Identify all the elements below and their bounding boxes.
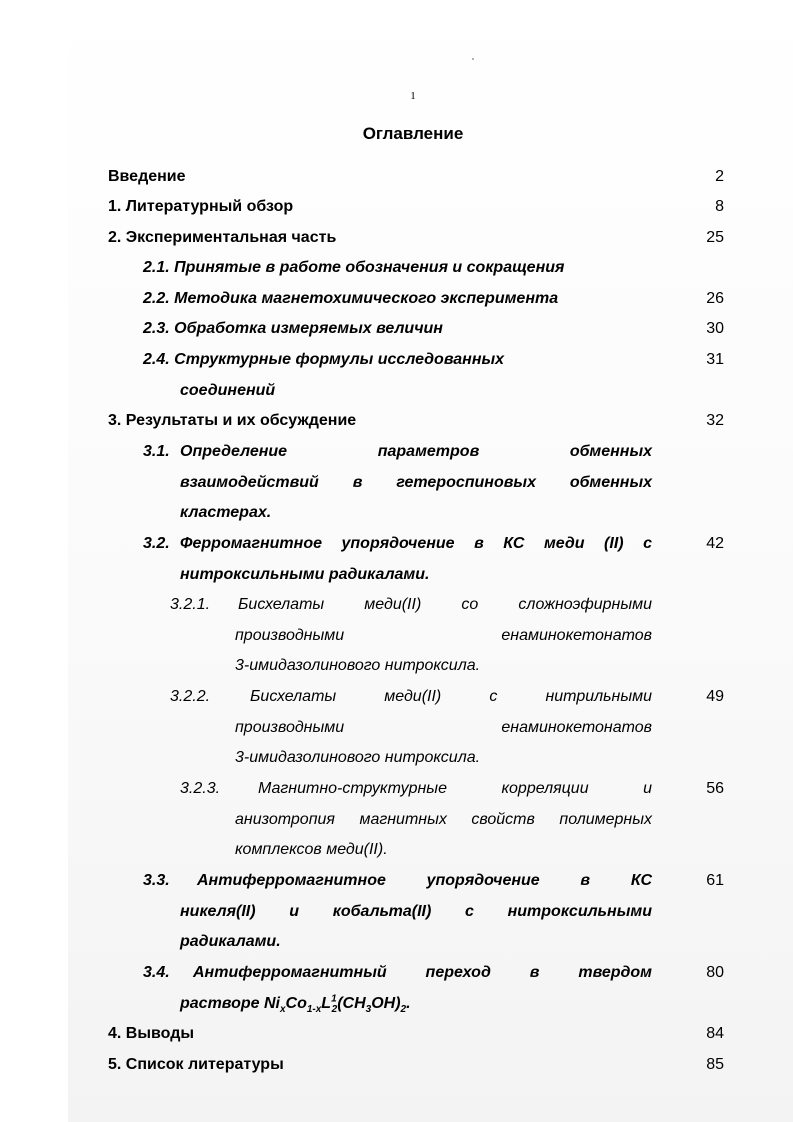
toc-page-3-3: 61 [706, 872, 724, 889]
toc-entry-2[interactable]: 2. Экспериментальная часть [108, 229, 337, 246]
toc-entry-2-3[interactable]: 2.3. Обработка измеряемых величин [143, 320, 443, 337]
toc-page-2: 25 [706, 229, 724, 246]
toc-page-2-3: 30 [706, 320, 724, 337]
toc-entry-2-1[interactable]: 2.1. Принятые в работе обозначения и сокращения [143, 259, 565, 276]
toc-entry-intro[interactable]: Введение [108, 168, 186, 185]
toc-page-2-4: 31 [706, 351, 724, 368]
toc-page-3-2-3: 56 [706, 780, 724, 797]
formula-line: раствоpе $Ni_xCo_{1-x}L^1_2(CH_3OH)_2$. [180, 993, 411, 1015]
toc-entry-2-4[interactable]: 2.4. Структурные формулы исследованных соединений [143, 351, 505, 399]
toc-entry-3-3[interactable]: 3.3. Антиферромагнитное упорядочение в КС никеля(II) и кобальта(II) с нитроксильными радикалами. [143, 872, 652, 950]
toc-entry-4[interactable]: 4. Выводы [108, 1025, 195, 1042]
toc-title: Оглавление [362, 124, 464, 143]
toc-page-1: 8 [715, 198, 724, 215]
toc-page-3-2-2: 49 [706, 688, 724, 705]
toc-entry-1[interactable]: 1. Литературный обзор [108, 198, 294, 215]
toc-entry-2-2[interactable]: 2.2. Методика магнетохимического эксперимента [143, 290, 559, 307]
toc-entry-3-2-2[interactable]: 3.2.2. Бисхелаты меди(II) с нитрильными производными енаминокетонатов 3-имидазолинового нитроксила. [170, 688, 652, 766]
toc-entry-3-2[interactable]: 3.2. Ферромагнитное упорядочение в КС меди (II) с нитроксильными радикалами. [143, 535, 652, 583]
toc-entry-3-2-3[interactable]: 3.2.3. Магнитно-структурные корреляции и анизотропия магнитных свойств полимерных комплексов меди(II). [180, 780, 652, 858]
toc-entry-3[interactable]: 3. Результаты и их обсуждение [108, 412, 357, 429]
page-number: 1 [410, 90, 416, 102]
toc-entry-3-1[interactable]: 3.1. Определение параметров обменных взаимодействий в гетероспиновых обменных кластерах. [143, 443, 652, 521]
toc-page-3: 32 [706, 412, 724, 429]
scan-speck [472, 58, 474, 60]
toc-page-3-2: 42 [706, 535, 724, 552]
toc-entry-3-2-1[interactable]: 3.2.1. Бисхелаты меди(II) со сложноэфирными производными енаминокетонатов 3-имидазолинового нитроксила. [170, 596, 652, 674]
toc-page-2-2: 26 [706, 290, 724, 307]
toc-page-3-4: 80 [706, 964, 724, 981]
toc-page-intro: 2 [715, 168, 724, 185]
toc-page-4: 84 [706, 1025, 724, 1042]
toc-entry-5[interactable]: 5. Список литературы [108, 1056, 284, 1073]
toc-entry-3-4[interactable]: 3.4. Антиферромагнитный переход в твердом раствоpе $Ni_xCo_{1-x}L^1_2(CH_3OH)_2$. [143, 958, 652, 1019]
toc-page-5: 85 [706, 1056, 724, 1073]
